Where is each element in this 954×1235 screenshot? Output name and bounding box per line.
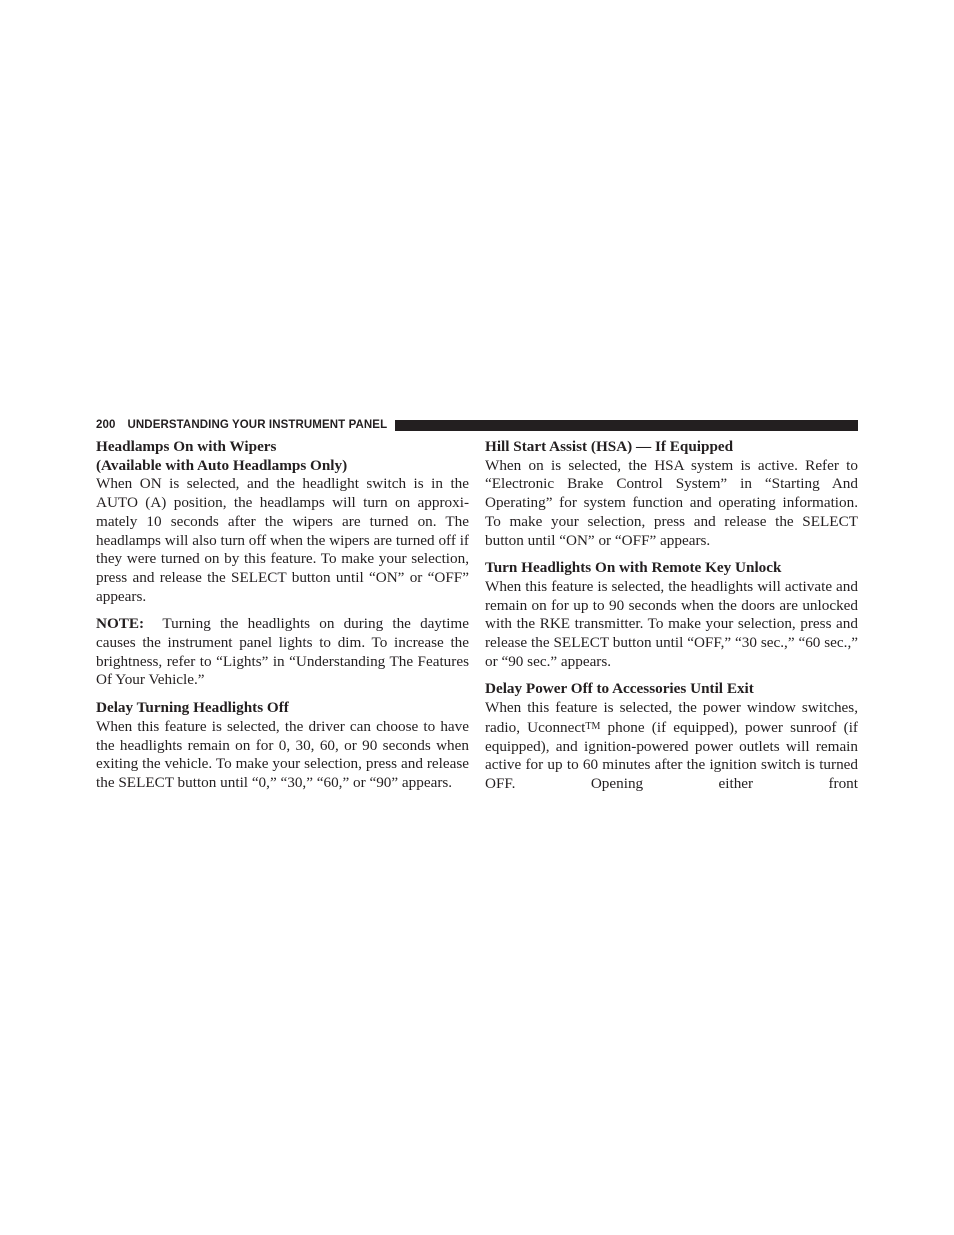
page-number: 200 bbox=[96, 419, 116, 431]
delay-headlights-heading: Delay Turning Headlights Off bbox=[96, 699, 289, 717]
delay-power-heading: Delay Power Off to Accessories Until Exit bbox=[485, 680, 754, 698]
delay-power-body-part1: When this feature is selected, the power window switches, radio, Uconnect bbox=[485, 699, 858, 736]
section-title: UNDERSTANDING YOUR INSTRUMENT PANEL bbox=[127, 419, 388, 431]
headlamps-body: When ON is selected, and the headlight switch is in the AUTO (A) position, the headlamps will turn on approximately 10 seconds after the wipers are turned on. The headlamps will also turn off when the wipers are turned off if they were turned on by this feature. To make your selection, press and release the SELECT button until “ON” or “OFF” appears. bbox=[96, 475, 469, 605]
page-header bbox=[96, 417, 858, 433]
delay-headlights-body: When this feature is selected, the driver can choose to have the headlights remain on for 0, 30, 60, or 90 seconds when exiting the vehicle. To make your selection, press and release the SELECT button until “0,” “30,” “60,” or “90” appears. bbox=[96, 717, 469, 791]
trademark-symbol: TM bbox=[585, 720, 601, 732]
headlamps-heading-line1: Headlamps On with Wipers bbox=[96, 438, 277, 455]
note-paragraph bbox=[96, 615, 469, 690]
delay-power-body bbox=[485, 699, 858, 794]
note-label: NOTE: bbox=[96, 615, 145, 633]
hsa-heading: Hill Start Assist (HSA) — If Equipped bbox=[485, 438, 734, 455]
header-rule bbox=[395, 420, 858, 431]
remote-unlock-heading: Turn Headlights On with Remote Key Unlock bbox=[485, 559, 782, 577]
hsa-body: When on is selected, the HSA system is active. Refer to “Electronic Brake Control System” in “Starting And Operating” for system function and operating information. To make your selection, press and release the SELECT button until “ON” or “OFF” appears. bbox=[485, 456, 858, 549]
right-column bbox=[485, 438, 858, 794]
remote-unlock-body: When this feature is selected, the headlights will activate and remain on for up to 90 seconds when the doors are unlocked with the RKE transmitter. To make your selection, press and release the SELECT button until “OFF,” “30 sec.,” “60 sec.,” or “90 sec.” appears. bbox=[485, 577, 858, 670]
delay-power-body-part2: phone (if equipped), power sunroof (if equipped), and ignition-powered power outlets will remain active for up to 60 minutes after the ignition switch is turned OFF. Opening either front bbox=[485, 718, 858, 792]
note-body: Turning the headlights on during the daytime causes the instrument panel lights to dim. To increase the brightness, refer to “Lights” in “Understanding The Features Of Your Vehicle.” bbox=[96, 615, 469, 689]
headlamps-heading-line2: (Available with Auto Headlamps Only) bbox=[96, 456, 348, 474]
left-column bbox=[96, 438, 469, 793]
